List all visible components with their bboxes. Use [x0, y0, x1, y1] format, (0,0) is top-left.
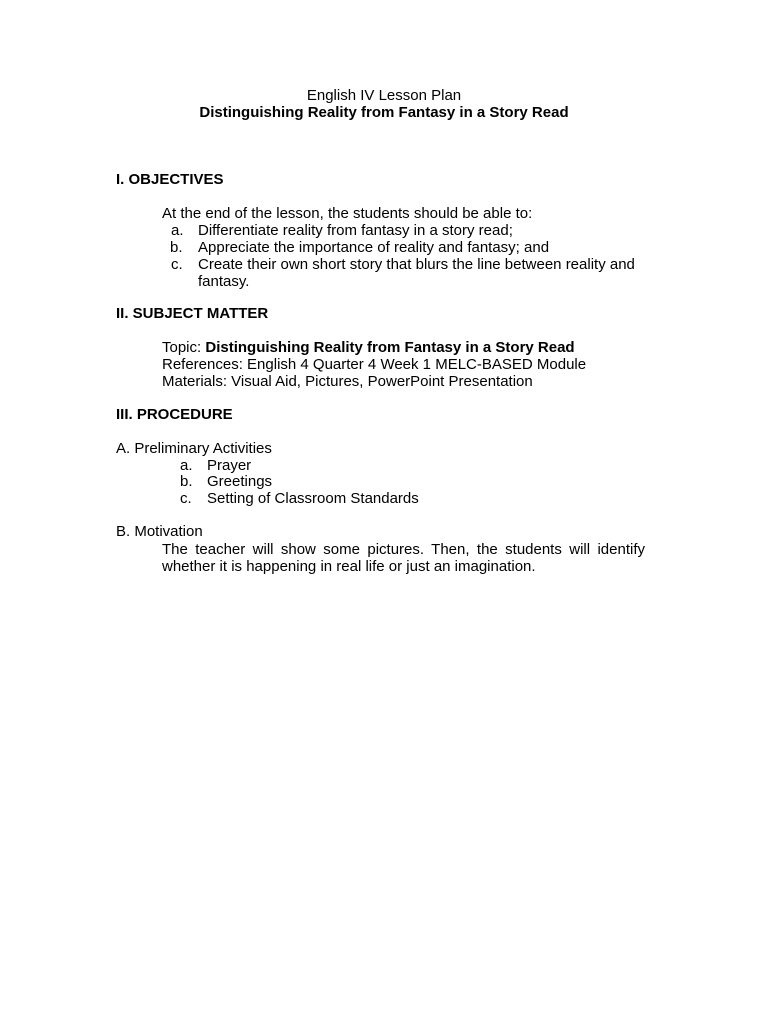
- preliminary-text: Prayer: [207, 457, 252, 474]
- topic-value: Distinguishing Reality from Fantasy in a Story Read: [205, 339, 575, 356]
- objectives-intro: At the end of the lesson, the students should be able to:: [162, 205, 533, 222]
- list-marker: a.: [180, 457, 193, 474]
- objective-text: Appreciate the importance of reality and fantasy; and: [198, 239, 550, 256]
- topic-label: Topic:: [162, 339, 206, 356]
- preliminary-heading: A. Preliminary Activities: [116, 440, 272, 457]
- document-title: English IV Lesson Plan: [306, 87, 462, 104]
- list-marker: c.: [171, 256, 183, 273]
- objective-text-continuation: fantasy.: [198, 273, 250, 290]
- materials-line: Materials: Visual Aid, Pictures, PowerPoint Presentation: [162, 373, 533, 390]
- motivation-line-1: The teacher will show some pictures. Then, the students will identify: [162, 541, 645, 558]
- subject-matter-heading: II. SUBJECT MATTER: [116, 305, 269, 322]
- title-block: [0, 87, 768, 121]
- list-marker: a.: [171, 222, 184, 239]
- objective-text: Differentiate reality from fantasy in a story read;: [198, 222, 513, 239]
- preliminary-text: Setting of Classroom Standards: [207, 490, 419, 507]
- document-subtitle: Distinguishing Reality from Fantasy in a Story Read: [199, 104, 569, 121]
- objective-text: Create their own short story that blurs the line between reality and: [198, 256, 635, 273]
- references-line: References: English 4 Quarter 4 Week 1 MELC-BASED Module: [162, 356, 587, 373]
- objectives-heading: I. OBJECTIVES: [116, 171, 224, 188]
- list-marker: c.: [180, 490, 192, 507]
- list-marker: b.: [170, 239, 183, 256]
- motivation-heading: B. Motivation: [116, 523, 203, 540]
- preliminary-text: Greetings: [207, 473, 273, 490]
- procedure-heading: III. PROCEDURE: [116, 406, 233, 423]
- list-marker: b.: [180, 473, 193, 490]
- motivation-line-2: whether it is happening in real life or just an imagination.: [162, 558, 536, 575]
- topic-line: [162, 339, 575, 356]
